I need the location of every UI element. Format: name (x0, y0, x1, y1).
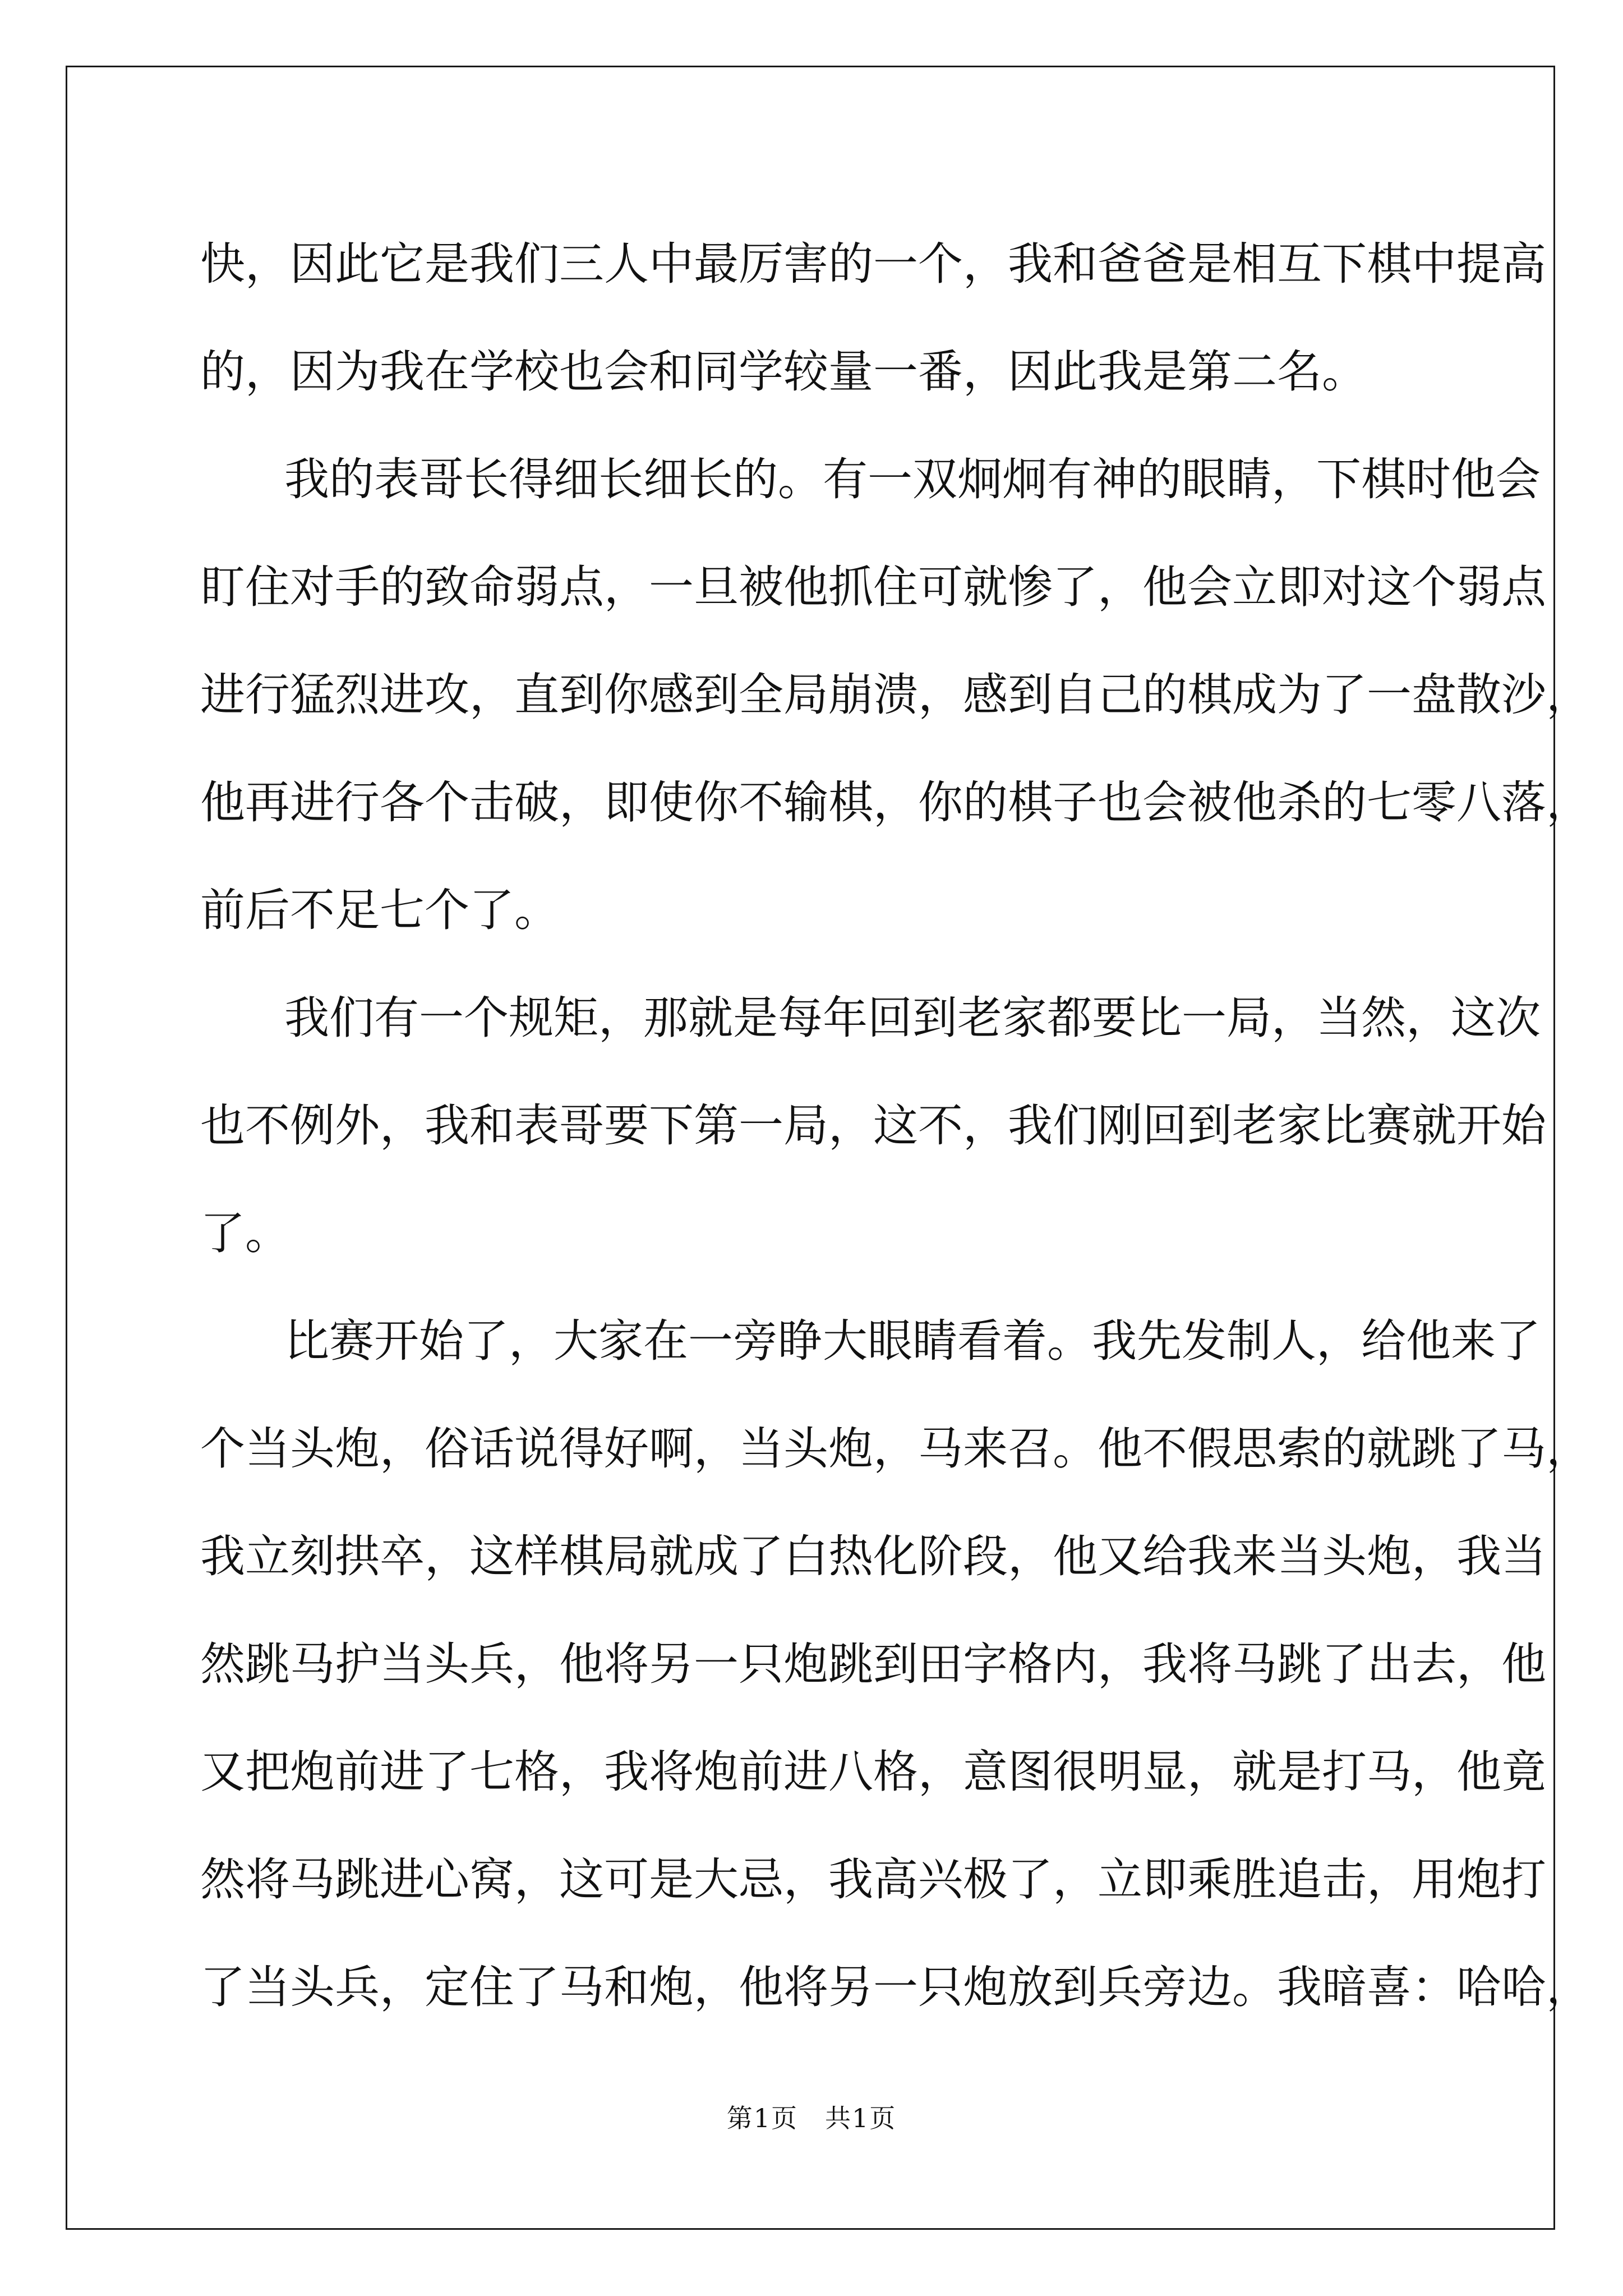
text-line: 然跳马护当头兵，他将另一只炮跳到田字格内，我将马跳了出去，他 (200, 1638, 1546, 1690)
text-line: 我立刻拱卒，这样棋局就成了白热化阶段，他又给我来当头炮，我当 (200, 1530, 1546, 1582)
text-line: 了。 (200, 1207, 290, 1259)
text-line: 进行猛烈进攻，直到你感到全局崩溃，感到自己的棋成为了一盘散沙， (200, 669, 1591, 721)
text-line: 他再进行各个击破，即使你不输棋，你的棋子也会被他杀的七零八落， (200, 776, 1591, 829)
text-line: 我们有一个规矩，那就是每年回到老家都要比一局，当然，这次 (284, 992, 1541, 1044)
text-line: 也不例外，我和表哥要下第一局，这不，我们刚回到老家比赛就开始 (200, 1099, 1546, 1152)
text-line: 比赛开始了，大家在一旁睁大眼睛看着。我先发制人，给他来了 (284, 1315, 1541, 1367)
text-line: 个当头炮，俗话说得好啊，当头炮，马来召。他不假思索的就跳了马， (200, 1423, 1591, 1475)
text-line: 快，因此它是我们三人中最厉害的一个，我和爸爸是相互下棋中提高 (200, 238, 1546, 290)
text-line: 又把炮前进了七格，我将炮前进八格，意图很明显，就是打马，他竟 (200, 1746, 1546, 1798)
document-body (200, 210, 1591, 2041)
text-line: 了当头兵，定住了马和炮，他将另一只炮放到兵旁边。我暗喜：哈哈， (200, 1961, 1591, 2013)
text-line: 我的表哥长得细长细长的。有一双炯炯有神的眼睛，下棋时他会 (284, 453, 1541, 505)
text-line: 然将马跳进心窝，这可是大忌，我高兴极了，立即乘胜追击，用炮打 (200, 1853, 1546, 1906)
text-line: 前后不足七个了。 (200, 884, 559, 936)
text-line: 的，因为我在学校也会和同学较量一番，因此我是第二名。 (200, 346, 1367, 398)
text-line: 盯住对手的致命弱点，一旦被他抓住可就惨了，他会立即对这个弱点 (200, 561, 1546, 613)
page-footer: 第1页 共1页 (726, 2103, 897, 2133)
